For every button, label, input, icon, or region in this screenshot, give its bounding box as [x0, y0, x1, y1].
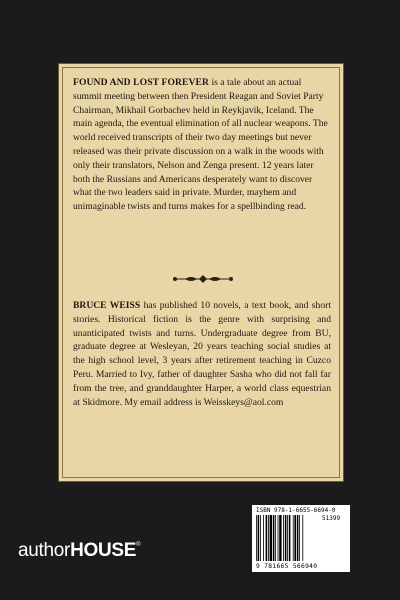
bio-text: has published 10 novels, a text book, and short stories. Historical fiction is the genre with surprising and unanticipated twists and turns. Undergraduate degree from BU, graduate degree at Wesleyan, 20 years teaching social studies at the high school level, 3 years after retirement teaching in Cuzco Peru. Married to Ivy, father of daughter Sasha who did not fall far from the tree, and granddaughter Harper, a world class equestrian at Skidmore. My email address is Weisskeys@aol.com: [73, 300, 331, 408]
logo-house: HOUSE: [70, 540, 137, 561]
author-name: BRUCE WEISS: [73, 300, 141, 311]
isbn-barcode: [252, 505, 350, 572]
book-blurb: [73, 76, 331, 214]
book-title: FOUND AND LOST FOREVER: [73, 77, 210, 88]
isbn-label: ISBN 978-1-6655-6694-0: [256, 507, 336, 514]
barcode-number: 9 781665 566940: [256, 563, 318, 570]
ornament-divider-icon: [171, 274, 235, 284]
price-code: 51399: [322, 515, 341, 522]
logo-author: author: [18, 540, 71, 561]
registered-mark: ®: [136, 542, 141, 548]
blurb-text: is a tale about an actual summit meeting between then President Reagan and Soviet Party Chairman, Mikhail Gorbachev held in Reykjavik, Iceland. The main agenda, the eventual elimination of all nuclear weapons. The world received transcripts of their two day meetings but never released was their private discussion on a walk in the woods with only their translators, Nelson and Zenga present. 12 years later both the Russians and Americans desperately want to discover what the two leaders said in private. Murder, mayhem and unimaginable twists and turns makes for a spellbinding read.: [73, 77, 328, 213]
back-cover-panel: [58, 63, 344, 482]
author-bio: [73, 299, 331, 409]
publisher-logo: [18, 540, 140, 562]
barcode-icon: [256, 515, 318, 561]
